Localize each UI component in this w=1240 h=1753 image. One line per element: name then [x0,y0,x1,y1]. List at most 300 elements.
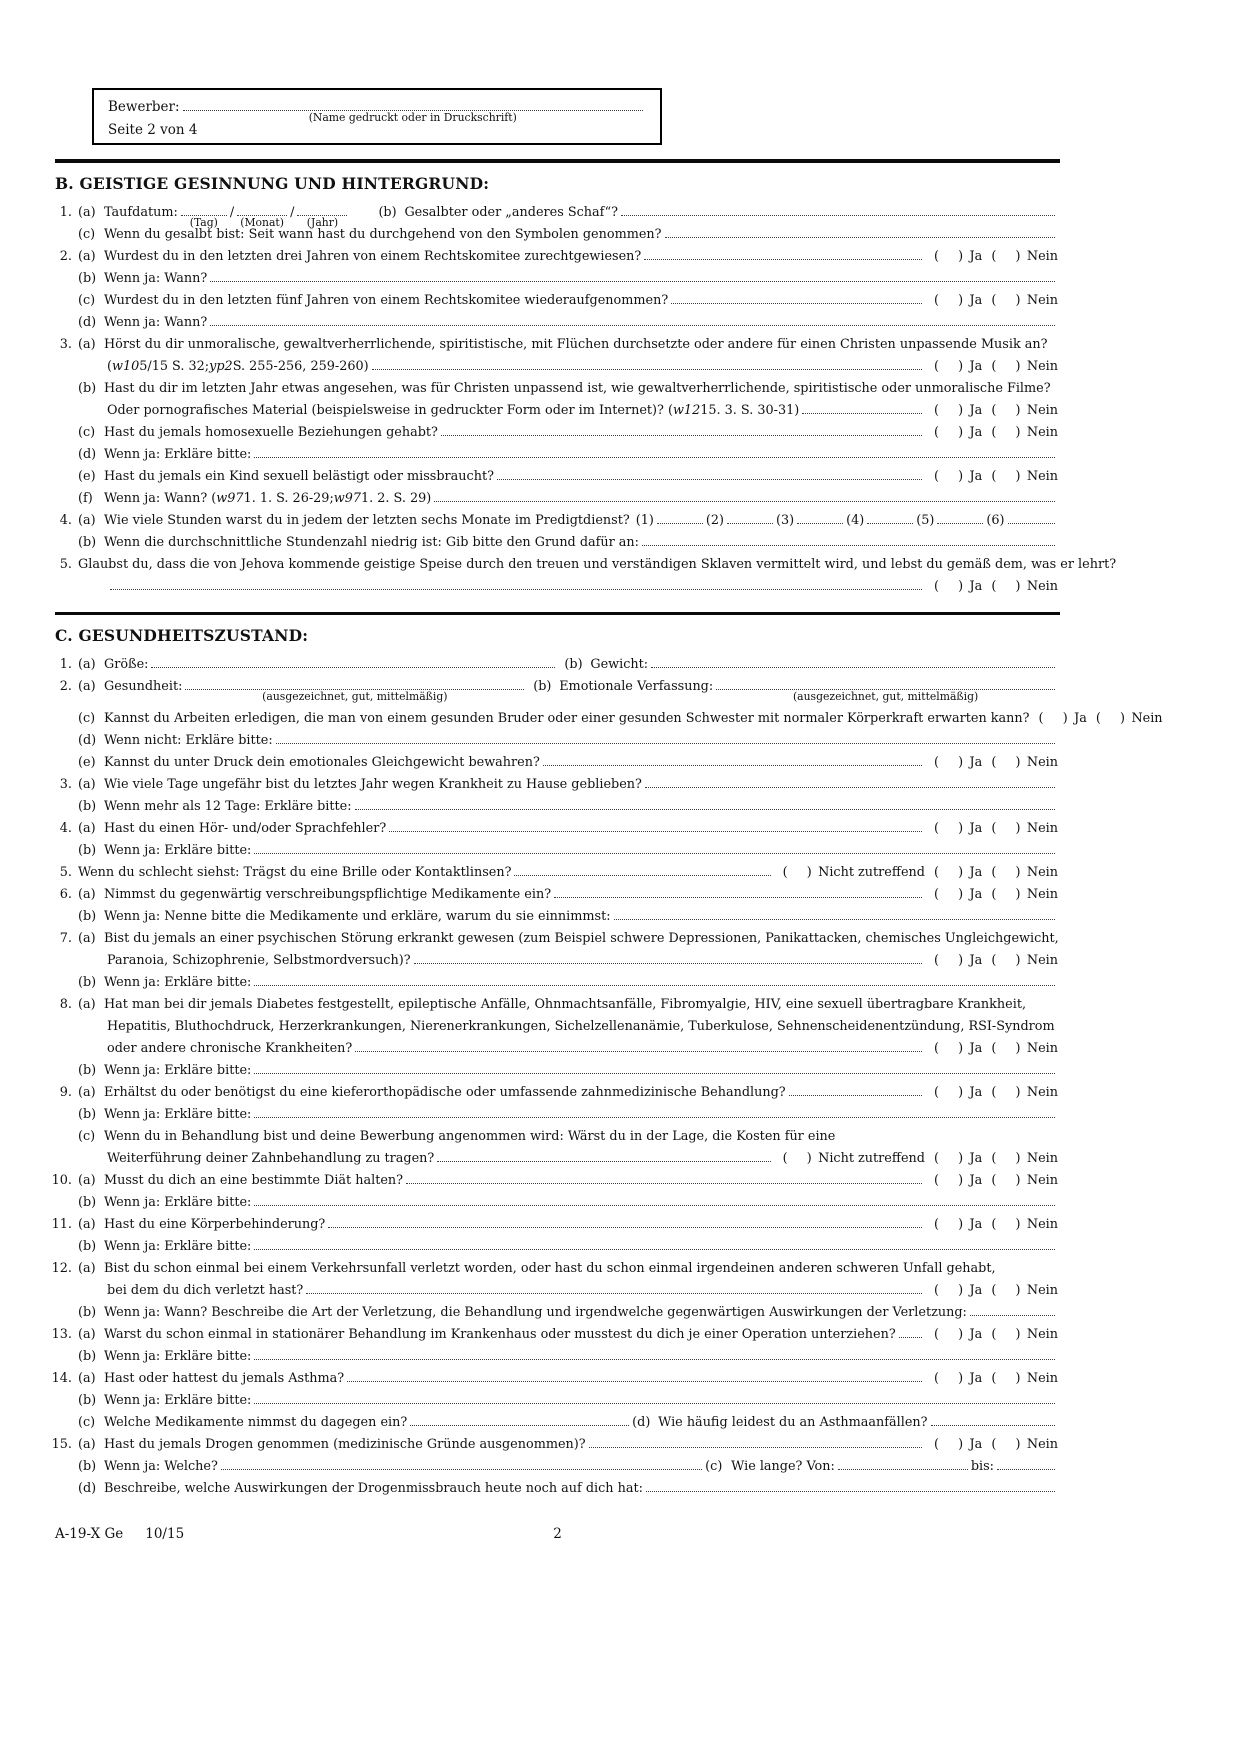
question-letter: (b) [378,204,397,220]
question-number: 15. [51,1437,72,1452]
section-b-rows [0,202,1117,598]
question-letter: (b) [78,1393,97,1408]
question-number: 4. [59,821,72,836]
question-text: Wurdest du in den letzten fünf Jahren von einem Rechtskomitee wiederaufgenommen? [104,292,669,308]
question-text: Wurdest du in den letzten drei Jahren von einem Rechtskomitee zurechtgewiesen? [104,248,642,264]
question-row [0,554,1117,576]
question-row [0,730,1060,752]
question-number: 1. [59,204,72,220]
question-letter: (b) [78,843,97,858]
field-sublabel: (Monat) [240,215,284,229]
blank-field[interactable] [372,358,922,369]
question-text: Paranoia, Schizophrenie, Selbstmordversuch)? [107,953,411,968]
question-row [0,1060,1060,1082]
checkbox-nein[interactable]: ( ) Nein [991,402,1058,418]
blank-field[interactable] [254,1239,1055,1250]
blank-field[interactable] [410,1415,629,1426]
checkbox-nein[interactable]: ( ) Nein [991,578,1058,594]
blank-field[interactable] [276,733,1055,744]
checkbox-nein[interactable]: ( ) Nein [991,1217,1058,1232]
question-text: Wenn ja: Welche? [104,1459,218,1474]
question-text: Hast du einen Hör- und/oder Sprachfehler? [104,821,387,836]
blank-field[interactable] [355,1041,922,1052]
question-number: 5. [59,865,72,880]
blank-field[interactable] [254,1393,1055,1404]
question-letter: (c) [78,1129,96,1144]
blank-field[interactable] [254,1349,1055,1360]
question-number: 2. [59,248,72,264]
checkbox-nein[interactable]: ( ) Nein [991,755,1058,770]
question-row [0,774,1060,796]
blank-field-with-hint[interactable] [178,204,230,229]
checkbox-nein[interactable]: ( ) Nein [991,821,1058,836]
blank-field[interactable] [237,204,287,215]
blank-field[interactable] [931,1415,1055,1426]
blank-field-with-hint[interactable] [182,679,527,703]
checkbox-ja[interactable]: ( ) Ja [933,887,983,902]
question-text: Hast oder hattest du jemals Asthma? [104,1371,345,1386]
question-text: w97 [216,490,244,506]
question-row [0,1302,1060,1324]
question-letter: (c) [78,1415,96,1430]
blank-field[interactable] [789,1085,922,1096]
question-text: Warst du schon einmal in stationärer Behandlung im Krankenhaus oder musstest du dich je einer Operation unterziehen? [104,1327,896,1342]
question-text: yp2 [209,358,233,374]
checkbox-nein[interactable]: ( ) Nein [991,468,1058,484]
question-row [0,444,1060,466]
question-letter: (a) [78,512,96,528]
question-text: Größe: [104,657,149,672]
section-divider [55,612,1060,616]
checkbox-nein[interactable]: ( ) Nein [991,953,1058,968]
question-row [0,884,1060,906]
checkbox-ja[interactable]: ( ) Ja [933,1085,983,1100]
checkbox-nein[interactable]: ( ) Nein [991,1437,1058,1452]
question-number: 13. [51,1327,72,1342]
question-text: 1. 2. S. 29) [361,490,432,506]
question-text: Kannst du Arbeiten erledigen, die man von einem gesunden Bruder oder einer gesunden Schwester mit normaler Körperkraft erwarten kann? [104,711,1030,726]
question-text: Hast du jemals Drogen genommen (medizinische Gründe ausgenommen)? [104,1437,586,1452]
question-text: w97 [333,490,361,506]
blank-field[interactable] [644,248,922,259]
question-row [0,1236,1060,1258]
blank-field[interactable] [254,1107,1055,1118]
question-number: 3. [59,336,72,352]
blank-field-with-hint[interactable] [713,679,1058,703]
section-c-rows [0,654,1163,1500]
checkbox-ja[interactable]: ( ) Ja [933,1173,983,1188]
blank-field[interactable] [621,204,1055,215]
question-text: ( [107,358,112,374]
checkbox-ja[interactable]: ( ) Ja [933,821,983,836]
section-b-heading: B. GEISTIGE GESINNUNG UND HINTERGRUND: [55,173,490,193]
question-text: Wenn ja: Erkläre bitte: [104,1393,252,1408]
blank-field[interactable] [254,446,1055,457]
question-text: Wenn ja: Erkläre bitte: [104,843,252,858]
question-letter: (e) [78,755,96,770]
question-text: Wenn ja: Erkläre bitte: [104,1195,252,1210]
question-number: 6. [59,887,72,902]
question-letter: (a) [78,887,96,902]
question-row [0,796,1060,818]
checkbox-ja[interactable]: ( ) Ja [933,1371,983,1386]
question-letter: (a) [78,336,96,352]
question-row [0,290,1060,312]
question-text: w12 [672,402,701,418]
name-hint: (Name gedruckt oder in Druckschrift) [308,111,517,124]
question-text: (4) [846,512,865,528]
question-text: Weiterführung deiner Zahnbehandlung zu tragen? [107,1151,435,1166]
question-letter: (a) [78,1261,96,1276]
question-letter: (b) [78,534,97,550]
question-letter: (a) [78,657,96,672]
question-letter: (a) [78,821,96,836]
form-revision: 10/15 [145,1526,185,1542]
question-text: Welche Medikamente nimmst du dagegen ein? [104,1415,408,1430]
question-row [0,708,1163,730]
question-letter: (c) [78,226,96,242]
question-letter: (b) [78,1305,97,1320]
question-text: Gesundheit: [104,679,183,694]
question-text: Wenn ja: Wann? ( [104,490,217,506]
checkbox-ja[interactable]: ( ) Ja [933,468,983,484]
blank-field[interactable] [414,953,922,964]
question-row [0,488,1060,510]
question-letter: (d) [78,446,97,462]
question-row [0,1038,1060,1060]
question-row [0,994,1060,1016]
question-row [0,1346,1060,1368]
blank-field[interactable] [441,424,922,435]
question-text: Wenn ja: Erkläre bitte: [104,1107,252,1122]
question-letter: (a) [78,248,96,264]
question-text: Hat man bei dir jemals Diabetes festgestellt, epileptische Anfälle, Ohnmachtsanfälle, Fibromyalgie, HIV, eine sexuell übertragbare Krankheit, [104,997,1027,1012]
question-row [0,950,1060,972]
question-text: Wenn du gesalbt bist: Seit wann hast du durchgehend von den Symbolen genommen? [104,226,662,242]
checkbox-nein[interactable]: ( ) Nein [991,1173,1058,1188]
question-text: Hast du jemals homosexuelle Beziehungen gehabt? [104,424,438,440]
question-text: (5) [916,512,935,528]
checkbox-ja[interactable]: ( ) Ja [933,755,983,770]
blank-field[interactable] [389,821,922,832]
blank-field[interactable] [497,468,922,479]
question-letter: (b) [78,975,97,990]
checkbox-ja[interactable]: ( ) Ja [933,424,983,440]
blank-field[interactable] [1008,512,1055,523]
question-letter: (b) [78,909,97,924]
field-sublabel: (Jahr) [306,215,339,229]
blank-field[interactable] [221,1459,702,1470]
checkbox-ja[interactable]: ( ) Ja [933,1041,983,1056]
question-row [0,1412,1060,1434]
applicant-label: Bewerber: [108,99,180,115]
question-letter: (b) [78,380,97,396]
question-row [0,510,1060,532]
question-letter: (b) [533,679,552,694]
checkbox-nein[interactable]: ( ) Nein [1095,711,1163,726]
checkbox-ja[interactable]: ( ) Ja [933,865,983,880]
question-row [0,1104,1060,1126]
question-text: bis: [970,1459,994,1474]
question-letter: (c) [78,711,96,726]
checkbox-ja[interactable]: ( ) Ja [933,402,983,418]
question-number: 11. [51,1217,72,1232]
question-letter: (b) [78,1107,97,1122]
question-text: Wenn ja: Erkläre bitte: [104,1063,252,1078]
checkbox-nein[interactable]: ( ) Nein [991,248,1058,264]
blank-field[interactable] [997,1459,1055,1470]
blank-field[interactable] [151,657,555,668]
checkbox-nein[interactable]: ( ) Nein [991,1371,1058,1386]
blank-field[interactable] [328,1217,922,1228]
question-text: Hörst du dir unmoralische, gewaltverherrlichende, spiritistische, mit Flüchen durchsetzte oder andere für einen Christen unpassende Musik an? [104,336,1048,352]
blank-field[interactable] [589,1437,922,1448]
section-divider [55,159,1060,163]
question-text: Kannst du unter Druck dein emotionales Gleichgewicht bewahren? [104,755,540,770]
question-number: 7. [59,931,72,946]
question-text: Wenn ja: Erkläre bitte: [104,1349,252,1364]
question-number: 14. [51,1371,72,1386]
checkbox-nein[interactable]: ( ) Nein [991,1283,1058,1298]
question-number: 4. [59,512,72,528]
blank-field[interactable] [110,578,922,589]
question-text: Oder pornografisches Material (beispielsweise in gedruckter Form oder im Internet)? ( [107,402,673,418]
blank-field[interactable] [254,1063,1055,1074]
blank-field[interactable] [254,843,1055,854]
blank-field[interactable] [306,1283,922,1294]
blank-field[interactable] [899,1327,922,1338]
checkbox-nein[interactable]: ( ) Nein [991,1041,1058,1056]
question-letter: (b) [78,799,97,814]
checkbox-nein[interactable]: ( ) Nein [991,1327,1058,1342]
question-text: Wie viele Tage ungefähr bist du letztes Jahr wegen Krankheit zu Hause geblieben? [104,777,642,792]
question-text: 15. 3. S. 30-31) [700,402,800,418]
blank-field[interactable] [210,270,1055,281]
blank-field[interactable] [665,226,1055,237]
question-row [0,312,1060,334]
question-row [0,378,1060,400]
blank-field[interactable] [645,777,1055,788]
question-text: Hepatitis, Bluthochdruck, Herzerkrankungen, Nierenerkrankungen, Sichelzellenanämie, Tuberkulose, Sehnenscheidenentzündung, RSI-Syndrom [107,1019,1055,1034]
checkbox-nein[interactable]: ( ) Nein [991,865,1058,880]
blank-field[interactable] [651,657,1055,668]
checkbox-nicht-zutreffend[interactable]: ( ) Nicht zutreffend [782,865,925,880]
question-text: Hast du jemals ein Kind sexuell belästigt oder missbraucht? [104,468,494,484]
question-text: Wenn du in Behandlung bist und deine Bewerbung angenommen wird: Wärst du in der Lage, die Kosten für eine [104,1129,836,1144]
question-row [0,400,1060,422]
question-row [0,1324,1060,1346]
question-row [0,1434,1060,1456]
blank-field[interactable] [543,755,922,766]
question-text: Wie häufig leidest du an Asthmaanfällen? [658,1415,928,1430]
footer [55,1526,1060,1542]
question-letter: (c) [705,1459,723,1474]
question-text: Hast du eine Körperbehinderung? [104,1217,326,1232]
question-text: Wenn mehr als 12 Tage: Erkläre bitte: [104,799,352,814]
blank-field[interactable] [181,204,227,215]
applicant-name-field[interactable] [180,99,646,124]
question-row [0,676,1060,703]
blank-field-with-hint[interactable] [294,204,350,229]
header-box [92,88,662,145]
question-text: oder andere chronische Krankheiten? [107,1041,353,1056]
question-text: bei dem du dich verletzt hast? [107,1283,304,1298]
question-row [0,268,1060,290]
question-row [0,972,1060,994]
question-text: Wenn nicht: Erkläre bitte: [104,733,273,748]
blank-field[interactable] [554,887,922,898]
question-text: Musst du dich an eine bestimmte Diät halten? [104,1173,404,1188]
question-row [0,654,1060,676]
question-text: Wenn die durchschnittliche Stundenzahl niedrig ist: Gib bitte den Grund dafür an: [104,534,639,550]
blank-field[interactable] [254,975,1055,986]
question-letter: (b) [78,1195,97,1210]
blank-field-with-hint[interactable] [234,204,290,229]
form-number: A-19-X Ge [55,1526,124,1542]
question-text: 5/15 S. 32; [139,358,210,374]
blank-field[interactable] [347,1371,922,1382]
question-row [0,246,1060,268]
blank-field[interactable] [183,99,643,111]
checkbox-ja[interactable]: ( ) Ja [933,292,983,308]
blank-field[interactable] [937,512,983,523]
question-row [0,422,1060,444]
checkbox-nein[interactable]: ( ) Nein [991,1151,1058,1166]
checkbox-ja[interactable]: ( ) Ja [933,248,983,264]
question-text: (6) [986,512,1005,528]
question-text: Gewicht: [590,657,649,672]
checkbox-nein[interactable]: ( ) Nein [991,887,1058,902]
question-row [0,840,1060,862]
blank-field[interactable] [671,292,922,303]
question-text: Bist du jemals an einer psychischen Störung erkrankt gewesen (zum Beispiel schwere Depressionen, Panikattacken, chemisches Ungleichgewicht, [104,931,1059,946]
question-text: (1) [635,512,654,528]
question-text: Wenn ja: Erkläre bitte: [104,975,252,990]
question-row [0,818,1060,840]
question-number: 8. [59,997,72,1012]
blank-field[interactable] [434,490,1055,501]
checkbox-nein[interactable]: ( ) Nein [991,424,1058,440]
field-sublabel: (Tag) [189,215,218,229]
checkbox-ja[interactable]: ( ) Ja [933,1151,983,1166]
blank-field[interactable] [210,314,1055,325]
question-letter: (d) [632,1415,651,1430]
question-row [0,202,1060,229]
question-row [0,576,1060,598]
question-row [0,1478,1060,1500]
question-row [0,1170,1060,1192]
question-row [0,1456,1060,1478]
question-row [0,1280,1060,1302]
question-text: Wenn ja: Nenne bitte die Medikamente und erkläre, warum du sie einnimmst: [104,909,611,924]
question-text: S. 255-256, 259-260) [232,358,369,374]
question-text: Glaubst du, dass die von Jehova kommende geistige Speise durch den treuen und verständigen Sklaven vermittelt wird, und lebst du gemäß dem, was er lehrt? [78,556,1117,572]
section-c-heading: C. GESUNDHEITSZUSTAND: [55,626,309,645]
question-number: 9. [59,1085,72,1100]
checkbox-nein[interactable]: ( ) Nein [991,358,1058,374]
question-letter: (a) [78,1327,96,1342]
field-sublabel: (ausgezeichnet, gut, mittelmäßig) [792,690,979,703]
blank-field[interactable] [185,679,524,690]
question-number: 1. [59,657,72,672]
blank-field[interactable] [716,679,1055,690]
blank-field[interactable] [657,512,703,523]
checkbox-ja[interactable]: ( ) Ja [933,1327,983,1342]
blank-field[interactable] [355,799,1055,810]
question-text: Bist du schon einmal bei einem Verkehrsunfall verletzt worden, oder hast du schon einmal irgendeinen anderen schweren Unfall gehabt, [104,1261,996,1276]
checkbox-nein[interactable]: ( ) Nein [991,292,1058,308]
question-text: w10 [112,358,140,374]
blank-field[interactable] [646,1481,1055,1492]
question-row [0,1126,1060,1148]
question-letter: (f) [78,490,93,506]
blank-field[interactable] [614,909,1055,920]
checkbox-ja[interactable]: ( ) Ja [933,358,983,374]
question-number: 12. [51,1261,72,1276]
question-row [0,466,1060,488]
blank-field[interactable] [642,534,1055,545]
applicant-line [108,99,646,124]
checkbox-ja[interactable]: ( ) Ja [933,578,983,594]
question-letter: (a) [78,931,96,946]
question-row [0,1148,1060,1170]
question-letter: (a) [78,777,96,792]
question-text: Wenn ja: Erkläre bitte: [104,1239,252,1254]
question-text: / [229,204,235,220]
blank-field[interactable] [297,204,347,215]
question-row [0,1192,1060,1214]
question-letter: (b) [78,1063,97,1078]
checkbox-nein[interactable]: ( ) Nein [991,1085,1058,1100]
question-letter: (d) [78,733,97,748]
checkbox-ja[interactable]: ( ) Ja [933,1217,983,1232]
blank-field[interactable] [838,1459,968,1470]
page-number: 2 [553,1526,562,1542]
checkbox-nicht-zutreffend[interactable]: ( ) Nicht zutreffend [782,1151,925,1166]
question-row [0,1214,1060,1236]
blank-field[interactable] [802,402,922,413]
question-row [0,928,1060,950]
question-row [0,1368,1060,1390]
blank-field[interactable] [437,1151,770,1162]
blank-field[interactable] [514,865,770,876]
checkbox-ja[interactable]: ( ) Ja [933,1437,983,1452]
checkbox-ja[interactable]: ( ) Ja [933,953,983,968]
blank-field[interactable] [797,512,843,523]
blank-field[interactable] [406,1173,922,1184]
checkbox-ja[interactable]: ( ) Ja [933,1283,983,1298]
blank-field[interactable] [970,1305,1055,1316]
question-letter: (a) [78,1371,96,1386]
spacer [350,215,378,216]
question-letter: (c) [78,424,96,440]
blank-field[interactable] [727,512,773,523]
question-text: Wenn ja: Wann? [104,314,208,330]
question-text: Emotionale Verfassung: [559,679,714,694]
question-row [0,1258,1060,1280]
question-row [0,224,1060,246]
question-text: Gesalbter oder „anderes Schaf“? [404,204,619,220]
blank-field[interactable] [254,1195,1055,1206]
question-letter: (a) [78,1173,96,1188]
blank-field[interactable] [867,512,913,523]
question-text: (2) [705,512,724,528]
question-letter: (a) [78,1217,96,1232]
question-text: Wie viele Stunden warst du in jedem der letzten sechs Monate im Predigtdienst? [104,512,630,528]
question-row [0,1390,1060,1412]
question-letter: (a) [78,1085,96,1100]
checkbox-ja[interactable]: ( ) Ja [1038,711,1087,726]
